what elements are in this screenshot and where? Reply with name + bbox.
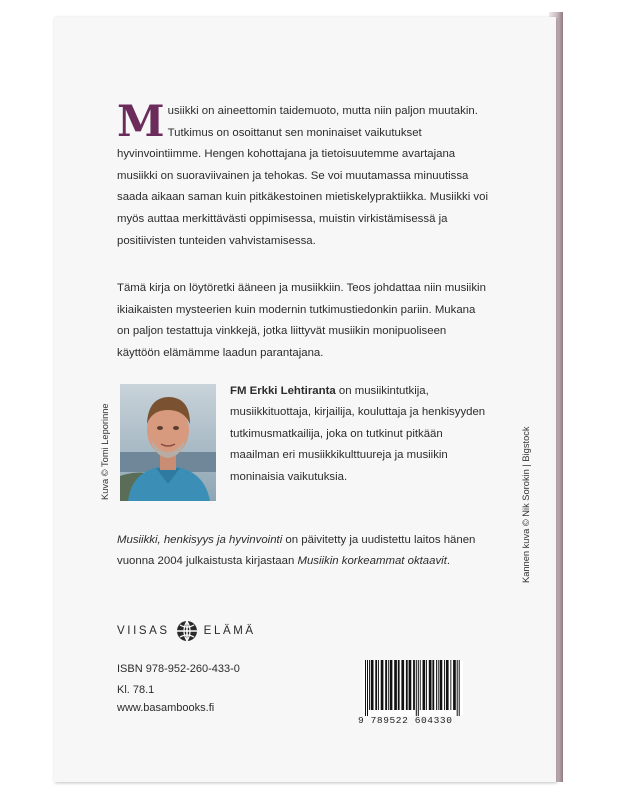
- author-bio-rest: [117, 530, 489, 573]
- intro-text: Tutkimus on osoittanut sen moninaiset vaikutukset hyvinvointiimme. Hengen kohottajana ja tietoisuutemme avartajana musiikki on suoraviivainen ja tehokas. Se voi muutamassa minuutissa saada aikaan saman kuin pitkäkestoinen mietiskelypraktiikka. Musiikki voi myös auttaa merkittävästi oppimisessa, muistin virkistämisessä ja positiivisten tunteiden vahvistamisessa.: [117, 126, 488, 247]
- description-paragraph: Tämä kirja on löytöretki ääneen ja musiikkiin. Teos johdattaa niin musiikin ikiaikaisten mysteerien kuin modernin tutkimustiedonkin pariin. Mukana on paljon testattuja vinkkejä, jotka liittyvät musiikin monipuoliseen käyttöön elämämme laadun parantajana.: [117, 282, 486, 359]
- author-bio-middle: on päivitetty ja uudistettu laitos hänen vuonna 2004 julkaistusta kirjastaan: [117, 534, 476, 568]
- author-bio-end: .: [446, 555, 451, 568]
- author-name: FM Erkki Lehtiranta: [230, 385, 336, 397]
- drop-cap: M: [117, 97, 165, 147]
- barcode-image: [363, 660, 463, 716]
- isbn-text: ISBN 978-952-260-433-0: [117, 663, 240, 675]
- website-text: www.basambooks.fi: [117, 702, 215, 714]
- intro-first-line: usiikki on aineettomin taidemuoto, mutta niin paljon muutakin.: [167, 105, 478, 117]
- publisher-name-left: VIISAS: [117, 625, 170, 637]
- author-bio-start: on musiikintutkija, musiikkituottaja, kirjailija, kouluttaja ja henkisyyden tutkimusmatkailija, joka on tutkinut pitkään maailman eri musiikkikulttuureja ja musiikin moninaisia vaikutuksia.: [230, 385, 486, 483]
- barcode-number: 9 789522 604330: [358, 715, 453, 726]
- publisher-logo: [117, 620, 256, 642]
- author-photo: [120, 384, 216, 501]
- photo-credit: Kuva © Tomi Leporinne: [100, 403, 110, 500]
- classification-text: Kl. 78.1: [117, 684, 155, 696]
- previous-book-title: Musiikin korkeammat oktaavit: [297, 555, 447, 568]
- book-title: Musiikki, henkisyys ja hyvinvointi: [117, 534, 283, 546]
- intro-paragraph: [117, 97, 489, 252]
- author-bio-top: [230, 381, 490, 488]
- globe-emblem-icon: [176, 620, 198, 642]
- publisher-name-right: ELÄMÄ: [203, 625, 256, 637]
- cover-credit: Kannen kuva © Nik Sorokin | Bigstock: [521, 426, 531, 583]
- author-portrait-image: [120, 384, 216, 501]
